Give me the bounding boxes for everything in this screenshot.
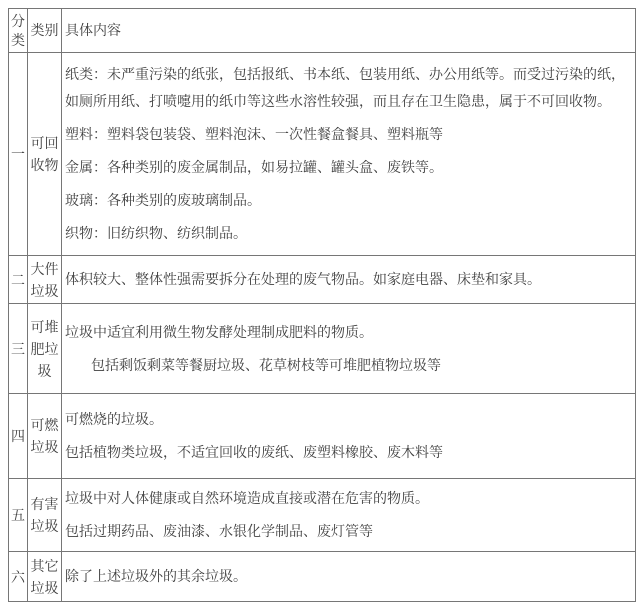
row-category: 其它垃圾 bbox=[28, 552, 62, 602]
content-paragraph: 织物：旧纺织物、纺织制品。 bbox=[65, 225, 247, 241]
table-row-hazardous-waste bbox=[9, 479, 636, 552]
content-paragraph: 垃圾中适宜利用微生物发酵处理制成肥料的物质。 bbox=[65, 323, 373, 340]
content-paragraph: 除了上述垃圾外的其余垃圾。 bbox=[65, 568, 247, 584]
row-number: 一 bbox=[9, 53, 28, 256]
header-cell-category: 类别 bbox=[28, 9, 62, 53]
row-content bbox=[62, 552, 636, 602]
row-category: 可回收物 bbox=[28, 53, 62, 256]
content-paragraph: 包括剩饭剩菜等餐厨垃圾、花草树枝等可堆肥植物垃圾等 bbox=[91, 356, 441, 373]
content-paragraph: 体积较大、整体性强需要拆分在处理的废气物品。如家庭电器、床垫和家具。 bbox=[65, 271, 541, 287]
row-content bbox=[62, 479, 636, 552]
row-category: 可堆肥垃圾 bbox=[28, 304, 62, 394]
content-paragraph: 玻璃：各种类别的废玻璃制品。 bbox=[65, 192, 261, 208]
waste-classification-table bbox=[8, 8, 636, 602]
row-number: 五 bbox=[9, 479, 28, 552]
row-content bbox=[62, 304, 636, 394]
table-row-combustible-waste bbox=[9, 394, 636, 479]
table-row-compostable-waste bbox=[9, 304, 636, 394]
row-content bbox=[62, 256, 636, 304]
header-cell-number: 分类 bbox=[9, 9, 28, 53]
content-paragraph: 塑料：塑料袋包装袋、塑料泡沫、一次性餐盒餐具、塑料瓶等 bbox=[65, 126, 443, 142]
row-number: 六 bbox=[9, 552, 28, 602]
content-paragraph: 金属：各种类别的废金属制品，如易拉罐、罐头盒、废铁等。 bbox=[65, 159, 443, 175]
content-paragraph: 包括过期药品、废油漆、水银化学制品、废灯管等 bbox=[65, 523, 373, 539]
content-paragraph: 纸类：未严重污染的纸张，包括报纸、书本纸、包装用纸、办公用纸等。而受过污染的纸，如厕所用纸、打喷嚏用的纸巾等这些水溶性较强，而且存在卫生隐患，属于不可回收物。 bbox=[65, 66, 625, 109]
row-category: 大件垃圾 bbox=[28, 256, 62, 304]
row-number: 二 bbox=[9, 256, 28, 304]
row-number: 三 bbox=[9, 304, 28, 394]
table-row-other-waste bbox=[9, 552, 636, 602]
row-category: 有害垃圾 bbox=[28, 479, 62, 552]
row-number: 四 bbox=[9, 394, 28, 479]
row-content bbox=[62, 394, 636, 479]
row-category: 可燃垃圾 bbox=[28, 394, 62, 479]
table-row-bulky-waste bbox=[9, 256, 636, 304]
row-content bbox=[62, 53, 636, 256]
header-cell-content: 具体内容 bbox=[62, 9, 636, 53]
table-row-recyclable bbox=[9, 53, 636, 256]
content-paragraph: 包括植物类垃圾，不适宜回收的废纸、废塑料橡胶、废木料等 bbox=[65, 444, 443, 460]
content-paragraph: 可燃烧的垃圾。 bbox=[65, 411, 163, 427]
header-row bbox=[9, 9, 636, 53]
content-paragraph: 垃圾中对人体健康或自然环境造成直接或潜在危害的物质。 bbox=[65, 490, 429, 506]
